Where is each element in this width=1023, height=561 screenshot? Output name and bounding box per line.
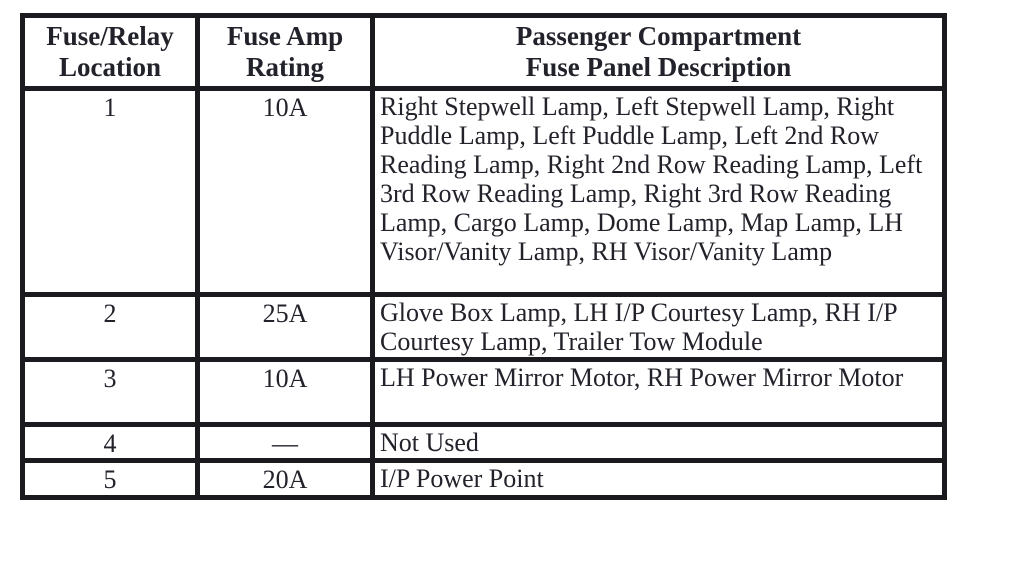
fuse-rating-cell: —	[198, 425, 373, 461]
header-line: Location	[58, 52, 161, 82]
header-line: Fuse/Relay	[46, 21, 174, 51]
table-row	[23, 461, 945, 498]
fuse-rating-cell: 20A	[198, 461, 373, 498]
header-line: Fuse Amp	[226, 21, 344, 51]
fuse-description-cell: Glove Box Lamp, LH I/P Courtesy Lamp, RH I/P Courtesy Lamp, Trailer Tow Module	[373, 295, 945, 360]
fuse-description-cell: LH Power Mirror Motor, RH Power Mirror Motor	[373, 360, 945, 425]
table-row	[23, 425, 945, 461]
fuse-location-cell: 2	[23, 295, 198, 360]
header-line: Rating	[245, 52, 324, 82]
table-row	[23, 295, 945, 360]
fuse-rating-cell: 25A	[198, 295, 373, 360]
fuse-description-cell: I/P Power Point	[373, 461, 945, 498]
column-header-fuse-panel-description	[373, 16, 945, 89]
fuse-rating-cell: 10A	[198, 89, 373, 295]
fuse-location-cell: 5	[23, 461, 198, 498]
fuse-rating-cell: 10A	[198, 360, 373, 425]
table-row	[23, 360, 945, 425]
column-header-fuse-amp-rating	[198, 16, 373, 89]
fuse-description-cell: Not Used	[373, 425, 945, 461]
fuse-location-cell: 4	[23, 425, 198, 461]
header-line: Passenger Compartment	[515, 21, 802, 51]
fuse-description-cell: Right Stepwell Lamp, Left Stepwell Lamp, Right Puddle Lamp, Left Puddle Lamp, Left 2nd Row Reading Lamp, Right 2nd Row Reading Lamp, Left 3rd Row Reading Lamp, Right 3rd Row Reading Lamp, Cargo Lamp, Dome Lamp, Map Lamp, LH Visor/Vanity Lamp, RH Visor/Vanity Lamp	[373, 89, 945, 295]
header-line: Fuse Panel Description	[525, 52, 792, 82]
header-row	[23, 16, 945, 89]
table-row	[23, 89, 945, 295]
fuse-location-cell: 3	[23, 360, 198, 425]
fuse-panel-table	[20, 13, 947, 500]
fuse-location-cell: 1	[23, 89, 198, 295]
column-header-fuse-relay-location	[23, 16, 198, 89]
